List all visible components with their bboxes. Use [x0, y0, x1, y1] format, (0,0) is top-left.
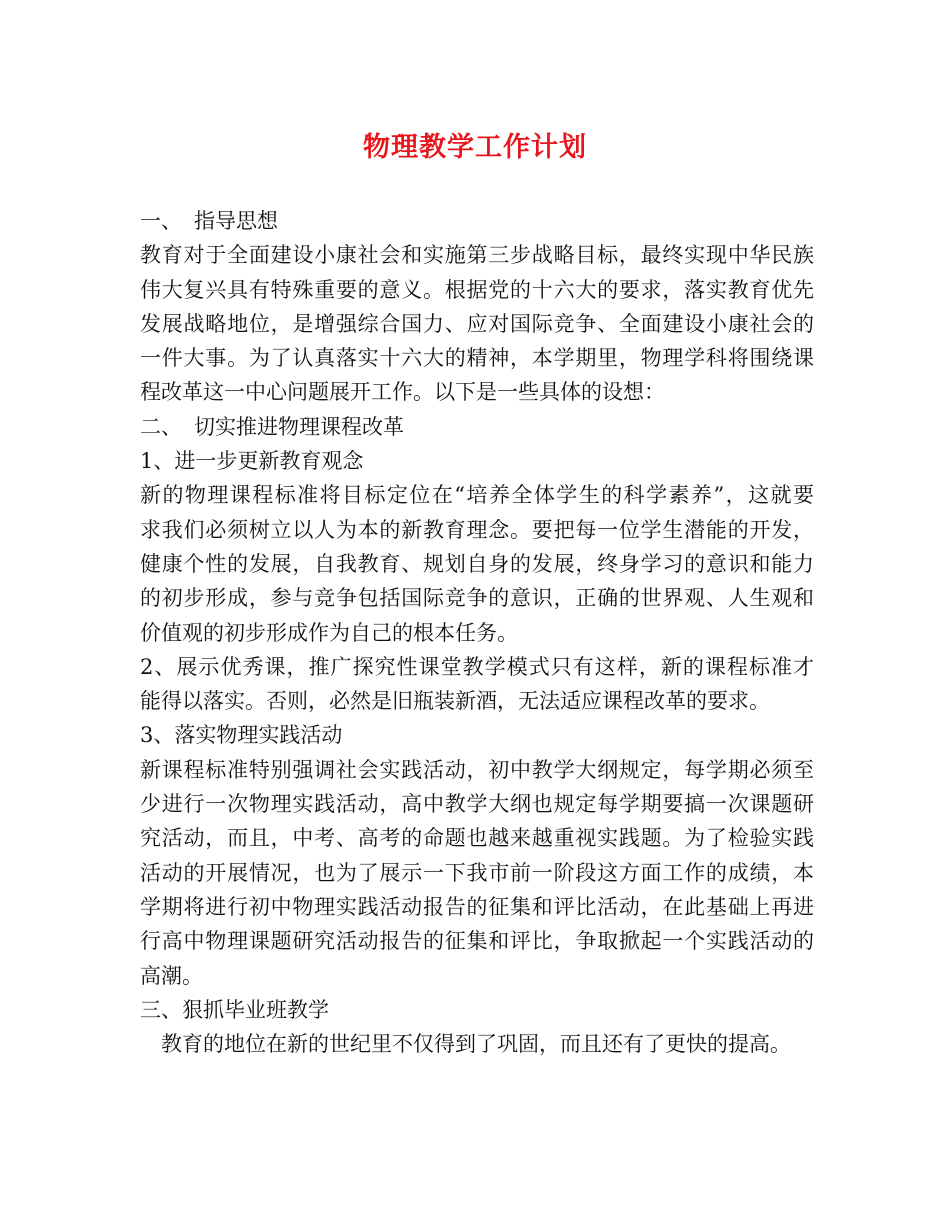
paragraph-line: 学期将进行初中物理实践活动报告的征集和评比活动，在此基础上再进: [140, 894, 814, 919]
paragraph-line: 究活动，而且，中考、高考的命题也越来越重视实践题。为了检验实践: [140, 826, 814, 851]
paragraph-line: 求我们必须树立以人为本的新教育理念。要把每一位学生潜能的开发，: [140, 517, 814, 542]
paragraph-line: 高潮。: [140, 963, 203, 988]
paragraph-line: 少进行一次物理实践活动，高中教学大纲也规定每学期要搞一次课题研: [140, 792, 814, 817]
paragraph-line: 的初步形成，参与竞争包括国际竞争的意识，正确的世界观、人生观和: [140, 586, 814, 611]
subsection-heading-3: 3、落实物理实践活动: [140, 723, 343, 748]
paragraph-line: 新课程标准特别强调社会实践活动，初中教学大纲规定，每学期必须至: [140, 757, 814, 782]
paragraph-line: 伟大复兴具有特殊重要的意义。根据党的十六大的要求，落实教育优先: [140, 277, 814, 302]
section-title-2: 切实推进物理课程改革: [194, 414, 404, 439]
document-title: 物理教学工作计划: [363, 132, 587, 163]
section-title-1: 指导思想: [194, 209, 278, 233]
paragraph-line: 一件大事。为了认真落实十六大的精神，本学期里，物理学科将围绕课: [140, 346, 814, 371]
paragraph-line: 健康个性的发展，自我教育、规划自身的发展，终身学习的意识和能力: [140, 551, 814, 576]
paragraph-line: 新的物理课程标准将目标定位在“培养全体学生的科学素养”，这就要: [140, 483, 814, 508]
section-heading-2: [140, 410, 814, 444]
paragraph-line: 2、展示优秀课，推广探究性课堂教学模式只有这样，新的课程标准才: [140, 654, 814, 679]
paragraph-line: 发展战略地位，是增强综合国力、应对国际竞争、全面建设小康社会的: [140, 311, 814, 336]
subsection-heading-1: 1、进一步更新教育观念: [140, 449, 364, 474]
paragraph-line: 教育对于全面建设小康社会和实施第三步战略目标，最终实现中华民族: [140, 243, 814, 268]
section-heading-1: [140, 204, 814, 238]
paragraph-line: 行高中物理课题研究活动报告的征集和评比，争取掀起一个实践活动的: [140, 929, 814, 954]
paragraph-line: 活动的开展情况，也为了展示一下我市前一阶段这方面工作的成绩，本: [140, 860, 814, 885]
paragraph-line: 程改革这一中心问题展开工作。以下是一些具体的设想：: [140, 380, 665, 405]
section-heading-3: 三、狠抓毕业班教学: [140, 997, 329, 1022]
document-body: [140, 204, 814, 1061]
paragraph-line: 价值观的初步形成作为自己的根本任务。: [140, 620, 518, 645]
section-number-1: 一、: [140, 209, 182, 233]
section-number-2: 二、: [140, 414, 182, 439]
paragraph-line: 教育的地位在新的世纪里不仅得到了巩固，而且还有了更快的提高。: [161, 1032, 791, 1057]
paragraph-line: 能得以落实。否则，必然是旧瓶装新酒，无法适应课程改革的要求。: [140, 689, 770, 714]
